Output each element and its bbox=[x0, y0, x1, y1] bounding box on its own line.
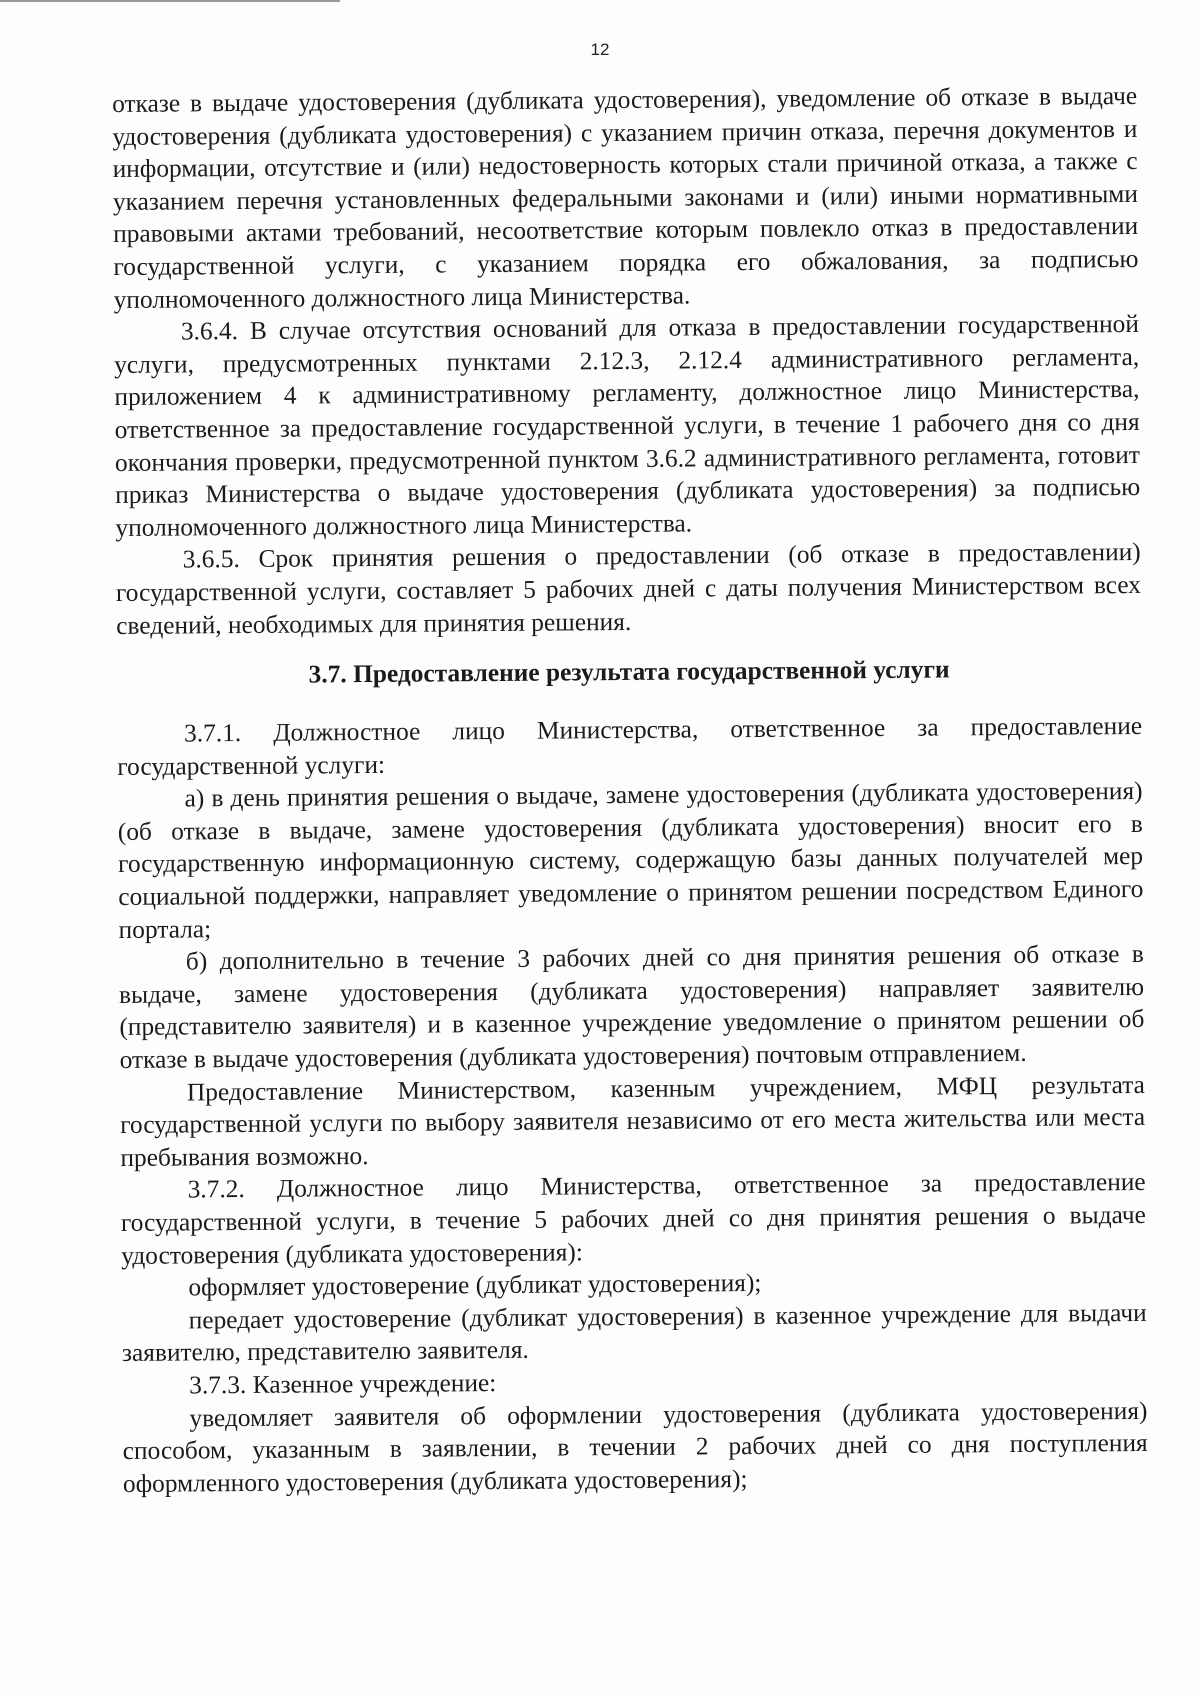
paragraph-3-6-5: 3.6.5. Срок принятия решения о предоставлении (об отказе в предоставлении) государственной услуги, составляет 5 рабочих дней с даты получения Министерством всех сведений, необходимых для принятия решения. bbox=[115, 538, 1142, 640]
paragraph-3-6-4: 3.6.4. В случае отсутствия оснований для отказа в предоставлении государственной услуги, предусмотренных пунктами 2.12.3, 2.12.4 административного регламента, приложением 4 к административному регламенту, должностное лицо Министерства, ответственное за предоставление государственной услуги, в течение 1 рабочего дня со дня окончания проверки, предусмотренной пунктом 3.6.2 административного регламента, готовит приказ Министерства о выдаче удостоверения (дубликата удостоверения) за подписью уполномоченного должностного лица Министерства. bbox=[114, 310, 1141, 542]
paragraph-3-7-3: 3.7.3. Казенное учреждение: bbox=[189, 1368, 497, 1400]
paragraph-item-a: а) в день принятия решения о выдаче, замене удостоверения (дубликата удостоверения) (об отказе в выдаче, замене удостоверения (дубликата удостоверения) вносит его в государственную информационную систему, содержащую базы данных получателей мер социальной поддержки, направляет уведомление о принятом решении посредством Единого портала; bbox=[117, 777, 1144, 944]
paragraph-notifies-applicant: уведомляет заявителя об оформлении удостоверения (дубликата удостоверения) способом, указанным в заявлении, в течении 2 рабочих дней со дня поступления оформленного удостоверения (дубликата удостоверения); bbox=[122, 1396, 1148, 1498]
section-heading: 3.7. Предоставление результата государственной услуги bbox=[308, 655, 950, 689]
scan-edge-line bbox=[0, 0, 340, 2]
document-body bbox=[112, 80, 1148, 1500]
page-number: 12 bbox=[590, 40, 610, 59]
paragraph-continuation: отказе в выдаче удостоверения (дубликата удостоверения), уведомление об отказе в выдаче удостоверения (дубликата удостоверения) с указанием причин отказа, перечня документов и информации, отсутствие и (или) недостоверность которых стали причиной отказа, а также с указанием перечня установленных федеральными законами и (или) иными нормативными правовыми актами требований, несоответствие которым повлекло отказ в предоставлении государственной услуги, с указанием порядка его обжалования, за подписью уполномоченного должностного лица Министерства. bbox=[112, 81, 1139, 314]
paragraph-result-provision: Предоставление Министерством, казенным учреждением, МФЦ результата государственной услуги по выбору заявителя независимо от его места жительства или места пребывания возможно. bbox=[120, 1070, 1146, 1172]
paragraph-transfers-certificate: передает удостоверение (дубликат удостоверения) в казенное учреждение для выдачи заявителю, представителю заявителя. bbox=[121, 1298, 1147, 1368]
paragraph-issues-certificate: оформляет удостоверение (дубликат удостоверения); bbox=[188, 1269, 762, 1302]
paragraph-3-7-2: 3.7.2. Должностное лицо Министерства, ответственное за предоставление государственной услуги, в течение 5 рабочих дней со дня принятия решения о выдаче удостоверения (дубликата удостоверения): bbox=[120, 1168, 1146, 1270]
paragraph-3-7-1: 3.7.1. Должностное лицо Министерства, ответственное за предоставление государственной услуги: bbox=[117, 712, 1143, 781]
paragraph-item-b: б) дополнительно в течение 3 рабочих дней со дня принятия решения об отказе в выдаче, замене удостоверения (дубликата удостоверения) направляет заявителю (представителю заявителя) и в казенное учреждение уведомление о принятом решении об отказе в выдаче удостоверения (дубликата удостоверения) почтовым отправлением. bbox=[119, 940, 1145, 1075]
